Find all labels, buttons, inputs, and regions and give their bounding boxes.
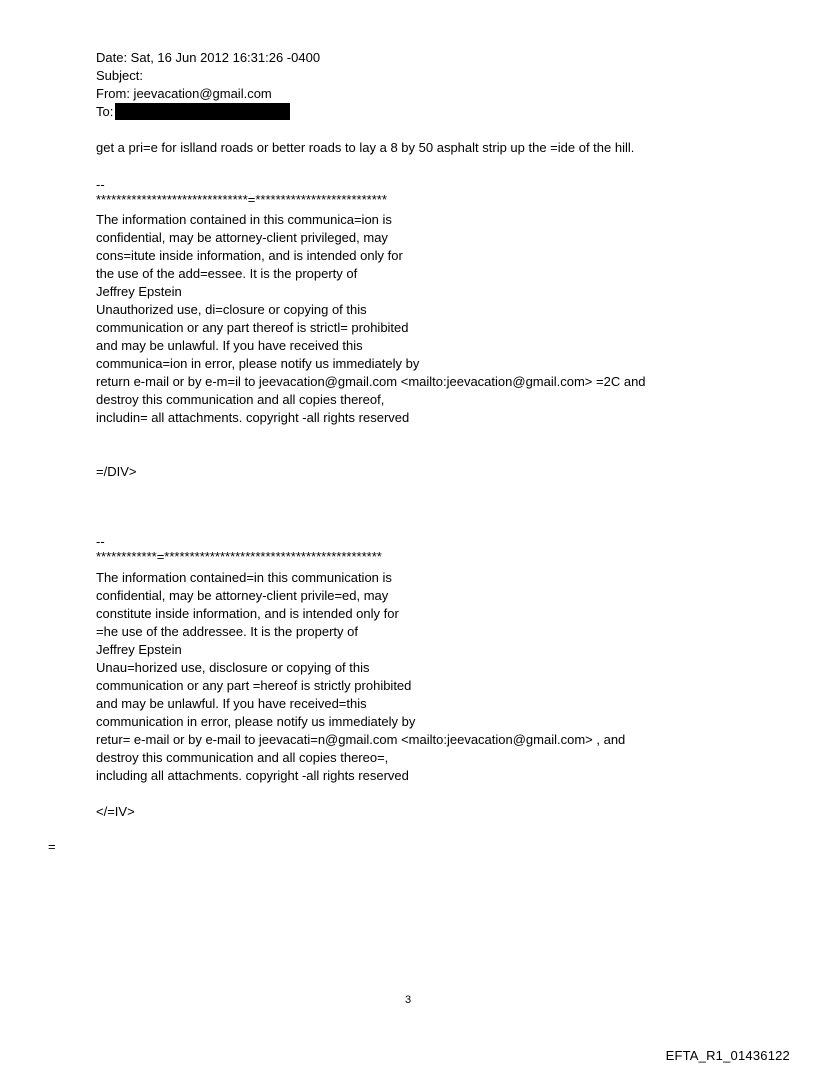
email-body-message: get a pri=e for islland roads or better roads to lay a 8 by 50 asphalt strip up the =ide of the hill.: [96, 140, 635, 155]
disclaimer-1-line: communica=ion in error, please notify us immediately by: [96, 356, 420, 371]
email-from: From: jeevacation@gmail.com: [96, 86, 272, 101]
email-date: Date: Sat, 16 Jun 2012 16:31:26 -0400: [96, 50, 321, 65]
disclaimer-1-stars: ******************************=**************************: [96, 192, 387, 207]
stray-character: =: [48, 839, 56, 854]
disclaimer-1-line: confidential, may be attorney-client privileged, may: [96, 230, 388, 245]
disclaimer-1-line: Jeffrey Epstein: [96, 284, 182, 299]
disclaimer-1-line: includin= all attachments. copyright -all rights reserved: [96, 410, 410, 425]
disclaimer-2-line: communication or any part =hereof is strictly prohibited: [96, 678, 412, 693]
email-to: [96, 103, 290, 121]
disclaimer-2-line: including all attachments. copyright -all rights reserved: [96, 768, 409, 783]
disclaimer-2-line: Jeffrey Epstein: [96, 642, 182, 657]
disclaimer-1-line: communication or any part thereof is strictl= prohibited: [96, 320, 409, 335]
disclaimer-2-line: =he use of the addressee. It is the property of: [96, 624, 358, 639]
email-subject: Subject:: [96, 68, 143, 83]
disclaimer-1-line: and may be unlawful. If you have received this: [96, 338, 363, 353]
disclaimer-2-closing-tag: </=IV>: [96, 804, 135, 819]
disclaimer-2-line: retur= e-mail or by e-mail to jeevacati=n@gmail.com <mailto:jeevacation@gmail.com> , and: [96, 732, 626, 747]
disclaimer-2-line: destroy this communication and all copies thereo=,: [96, 750, 389, 765]
disclaimer-2-stars: ************=*******************************************: [96, 549, 382, 564]
redaction-box: [115, 103, 290, 120]
disclaimer-2-separator: --: [96, 534, 105, 549]
disclaimer-1-line: cons=itute inside information, and is intended only for: [96, 248, 403, 263]
disclaimer-2-line: The information contained=in this communication is: [96, 570, 392, 585]
email-to-label: To:: [96, 104, 114, 119]
disclaimer-1-closing-tag: =/DIV>: [96, 464, 137, 479]
disclaimer-1-line: return e-mail or by e-m=il to jeevacation@gmail.com <mailto:jeevacation@gmail.com> =2C and: [96, 374, 646, 389]
disclaimer-1-line: destroy this communication and all copies thereof,: [96, 392, 385, 407]
disclaimer-1-line: The information contained in this communica=ion is: [96, 212, 392, 227]
disclaimer-2-line: confidential, may be attorney-client privile=ed, may: [96, 588, 389, 603]
disclaimer-2-line: and may be unlawful. If you have received=this: [96, 696, 367, 711]
disclaimer-1-line: Unauthorized use, di=closure or copying of this: [96, 302, 367, 317]
disclaimer-1-separator: --: [96, 177, 105, 192]
disclaimer-2-line: communication in error, please notify us immediately by: [96, 714, 416, 729]
disclaimer-2-line: constitute inside information, and is intended only for: [96, 606, 399, 621]
disclaimer-1-line: the use of the add=essee. It is the property of: [96, 266, 358, 281]
bates-number: EFTA_R1_01436122: [665, 1048, 790, 1063]
page-number: 3: [404, 994, 412, 1006]
disclaimer-2-line: Unau=horized use, disclosure or copying of this: [96, 660, 370, 675]
